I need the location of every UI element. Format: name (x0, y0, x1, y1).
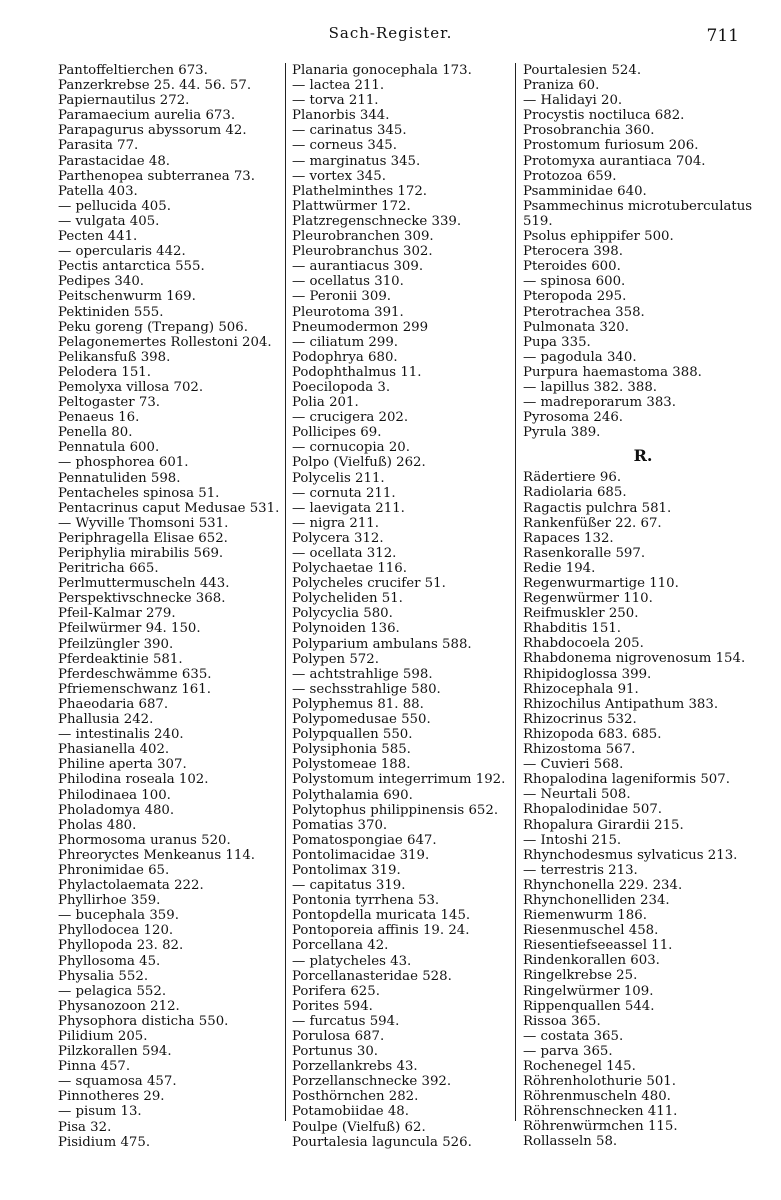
index-entry: Pennatuliden 598. (58, 470, 181, 486)
page-number: 711 (706, 26, 739, 46)
index-entry: Pollicipes 69. (292, 425, 382, 441)
index-entry: Rindenkorallen 603. (523, 953, 660, 969)
index-entry: Patella 403. (58, 183, 138, 199)
page-header (0, 22, 781, 52)
index-column-2 (292, 63, 514, 1150)
index-entry: Phyllosoma 45. (58, 953, 161, 969)
index-entry: Pelagonemertes Rollestoni 204. (58, 334, 272, 350)
index-entry: — laevigata 211. (292, 500, 405, 516)
index-entry: Porifera 625. (292, 983, 380, 999)
index-entry: Regenwürmer 110. (523, 591, 653, 607)
index-entry: Rhynchonelliden 234. (523, 892, 670, 908)
index-entry: Paramaecium aurelia 673. (58, 108, 236, 124)
index-entry: Rhabditis 151. (523, 621, 622, 637)
index-entry: Pontopdella muricata 145. (292, 908, 471, 924)
index-entry: Poecilopoda 3. (292, 379, 391, 395)
index-entry: — opercularis 442. (58, 244, 186, 260)
index-entry: Rhizopoda 683. 685. (523, 726, 662, 742)
index-entry: Parapagurus abyssorum 42. (58, 123, 247, 139)
index-entry: Rhizocephala 91. (523, 681, 639, 697)
index-entry: Periphragella Elisae 652. (58, 530, 228, 546)
index-column-3 (523, 63, 763, 1150)
index-entry: Psamminidae 640. (523, 183, 647, 199)
index-entry: Polyparium ambulans 588. (292, 636, 472, 652)
index-entry: Rhopalodina lageniformis 507. (523, 772, 730, 788)
index-entry: — nigra 211. (292, 515, 379, 531)
index-entry: Pfeilwürmer 94. 150. (58, 621, 201, 637)
index-entry: Plattwürmer 172. (292, 198, 411, 214)
index-entry: Phyllopoda 23. 82. (58, 938, 184, 954)
index-entry: Rhopalodinidae 507. (523, 802, 663, 818)
index-entry: Pinna 457. (58, 1059, 131, 1075)
index-entry: Regenwurmartige 110. (523, 576, 679, 591)
index-entry: Rhizochilus Antipathum 383. (523, 696, 719, 712)
index-entry: Phormosoma uranus 520. (58, 832, 231, 848)
index-entry: Rissoa 365. (523, 1013, 601, 1029)
running-title: Sach-Register. (328, 24, 453, 42)
index-entry: Porzellankrebs 43. (292, 1059, 418, 1075)
index-entry: Posthörnchen 282. (292, 1089, 419, 1105)
index-entry: Rhynchodesmus sylvaticus 213. (523, 847, 738, 863)
index-entry: Pleurobranchen 309. (292, 229, 434, 245)
index-entry: Planaria gonocephala 173. (292, 63, 472, 78)
index-entry: Pfeilzüngler 390. (58, 636, 174, 652)
index-entry: Phronimidae 65. (58, 862, 170, 878)
index-entry: — pagodula 340. (523, 349, 637, 365)
index-entry: Pisa 32. (58, 1119, 112, 1135)
index-entry: Pneumodermon 299 (292, 319, 429, 335)
index-entry: Polyphemus 81. 88. (292, 696, 424, 712)
index-entry: — ocellatus 310. (292, 274, 404, 290)
index-entry: Podophthalmus 11. (292, 364, 422, 380)
index-entry: Rädertiere 96. (523, 470, 622, 486)
index-entry: Rankenfüßer 22. 67. (523, 515, 662, 531)
index-entry: Philine aperta 307. (58, 757, 187, 773)
index-entry: Polypquallen 550. (292, 727, 413, 743)
index-entry: Pektiniden 555. (58, 304, 164, 320)
index-entry: Polypen 572. (292, 651, 379, 667)
index-entry: Penaeus 16. (58, 410, 140, 426)
index-entry: Rapaces 132. (523, 530, 614, 546)
index-entry: Podophrya 680. (292, 349, 398, 365)
index-entry: Polycheles crucifer 51. (292, 576, 446, 592)
index-entry: — furcatus 594. (292, 1013, 400, 1029)
index-entry: Pilzkorallen 594. (58, 1044, 172, 1060)
index-entry: — aurantiacus 309. (292, 259, 424, 275)
index-entry: Pferdeaktinie 581. (58, 651, 183, 667)
index-entry: Pelodera 151. (58, 364, 151, 380)
index-entry: — sechsstrahlige 580. (292, 681, 441, 697)
index-entry: — cornucopia 20. (292, 440, 410, 456)
index-entry: Parasita 77. (58, 138, 139, 154)
index-entry: — crucigera 202. (292, 410, 409, 426)
index-entry: Polycyclia 580. (292, 606, 393, 622)
index-entry: — Intoshi 215. (523, 832, 622, 848)
index-entry: Rasenkoralle 597. (523, 545, 646, 561)
index-entry: Perlmuttermuscheln 443. (58, 576, 230, 592)
index-entry: Pectis antarctica 555. (58, 259, 205, 275)
index-entry: Riesentiefseeassel 11. (523, 938, 673, 954)
index-entry: Physalia 552. (58, 968, 149, 984)
index-entry: — parva 365. (523, 1043, 613, 1059)
index-entry: Poulpe (Vielfuß) 62. (292, 1119, 426, 1135)
index-entry: Protomyxa aurantiaca 704. (523, 153, 706, 169)
index-entry: Protozoa 659. (523, 168, 617, 184)
index-entry: Periphylia mirabilis 569. (58, 546, 224, 561)
index-entry: Portunus 30. (292, 1044, 379, 1060)
index-entry: Penella 80. (58, 425, 133, 441)
index-entry: Physanozoon 212. (58, 998, 180, 1014)
index-entry: Parthenopea subterranea 73. (58, 168, 255, 184)
index-column-1 (58, 63, 280, 1150)
index-entry: — squamosa 457. (58, 1074, 177, 1090)
index-entry: Rippenquallen 544. (523, 998, 655, 1014)
index-entry: Polythalamia 690. (292, 787, 413, 803)
column-divider (515, 63, 516, 1121)
index-entry: — marginatus 345. (292, 153, 421, 169)
index-entry: — Halidayi 20. (523, 93, 623, 109)
index-entry: Procystis noctiluca 682. (523, 108, 685, 124)
index-entry: Psolus ephippifer 500. (523, 229, 674, 245)
index-entry: Polypomedusae 550. (292, 712, 431, 728)
index-entry: Rhabdonema nigrovenosum 154. (523, 651, 746, 667)
index-entry: Parastacidae 48. (58, 153, 171, 169)
index-entry: Phaeodaria 687. (58, 696, 169, 712)
index-entry: Peltogaster 73. (58, 395, 161, 411)
index-entry: Physophora disticha 550. (58, 1013, 229, 1029)
index-entry: Phallusia 242. (58, 712, 154, 728)
index-entry: — platycheles 43. (292, 953, 412, 969)
index-entry: Polychaetae 116. (292, 561, 407, 577)
index-entry: Rollasseln 58. (523, 1134, 618, 1150)
index-entry: Polycera 312. (292, 530, 384, 546)
column-divider (285, 63, 286, 1121)
index-entry: Riesenmuschel 458. (523, 923, 659, 939)
index-entry: — lactea 211. (292, 78, 385, 94)
index-entry: Rhipidoglossa 399. (523, 666, 652, 682)
index-entry: Pennatula 600. (58, 440, 160, 456)
index-entry: — carinatus 345. (292, 123, 407, 139)
index-entry: Polystomum integerrimum 192. (292, 772, 506, 788)
index-entry: — spinosa 600. (523, 274, 626, 290)
index-entry: Pterocera 398. (523, 244, 623, 260)
index-entry: Pomatospongiae 647. (292, 832, 437, 848)
index-entry: Rhizostoma 567. (523, 742, 636, 758)
index-entry: — achtstrahlige 598. (292, 666, 433, 682)
index-entry: — corneus 345. (292, 138, 397, 154)
index-entry: Riemenwurm 186. (523, 908, 647, 924)
index-entry: Polystomeae 188. (292, 757, 411, 773)
index-entry: Pisidium 475. (58, 1134, 151, 1150)
index-entry: Pholadomya 480. (58, 802, 175, 818)
index-entry: Porcellanasteridae 528. (292, 968, 452, 984)
index-entry: Rhizocrinus 532. (523, 711, 637, 727)
index-entry: — vulgata 405. (58, 213, 160, 229)
index-entry: Prosobranchia 360. (523, 123, 655, 139)
index-entry: — pelagica 552. (58, 983, 167, 999)
index-entry: Röhrenmuscheln 480. (523, 1089, 671, 1105)
section-letter: R. (633, 446, 653, 466)
index-entry: Pleurotoma 391. (292, 304, 404, 320)
index-entry: Pilidium 205. (58, 1029, 148, 1044)
index-entry: Philodina roseala 102. (58, 772, 209, 788)
index-entry: Polynoiden 136. (292, 621, 400, 637)
index-entry: Pontolimacidae 319. (292, 847, 430, 863)
index-entry: — terrestris 213. (523, 862, 638, 878)
index-entry: Phreoryctes Menkeanus 114. (58, 847, 256, 863)
index-entry: Ringelwürmer 109. (523, 983, 654, 999)
index-entry: — lapillus 382. 388. (523, 379, 658, 395)
index-entry: — madreporarum 383. (523, 395, 676, 411)
index-entry: — bucephala 359. (58, 908, 179, 924)
index-entry: Pupa 335. (523, 334, 591, 350)
index-entry: Peritricha 665. (58, 561, 159, 577)
index-entry: Pourtalesia laguncula 526. (292, 1134, 472, 1150)
index-entry: Rochenegel 145. (523, 1059, 636, 1074)
index-entry: Peku goreng (Trepang) 506. (58, 319, 248, 335)
index-entry: Pecten 441. (58, 229, 138, 245)
index-entry: Philodinaea 100. (58, 787, 171, 803)
index-entry: Polytophus philippinensis 652. (292, 802, 499, 818)
index-entry: — cornuta 211. (292, 485, 396, 501)
index-entry: Pedipes 340. (58, 274, 145, 290)
index-entry: Pteropoda 295. (523, 289, 627, 305)
index-entry: Prostomum furiosum 206. (523, 138, 699, 154)
index-entry: Pfeil-Kalmar 279. (58, 606, 176, 622)
index-entry: — pisum 13. (58, 1104, 142, 1120)
index-entry: Pfriemenschwanz 161. (58, 681, 211, 697)
index-entry: — capitatus 319. (292, 878, 406, 894)
index-entry: Panzerkrebse 25. 44. 56. 57. (58, 78, 252, 94)
index-entry: Polycelis 211. (292, 470, 385, 486)
index-entry: Plathelminthes 172. (292, 183, 428, 199)
index-entry: Pyrula 389. (523, 425, 601, 441)
index-entry: — Neurtali 508. (523, 787, 631, 803)
index-entry: Reifmuskler 250. (523, 606, 639, 622)
index-entry: Porulosa 687. (292, 1029, 385, 1044)
index-entry: — Peronii 309. (292, 289, 392, 305)
index-entry: — vortex 345. (292, 168, 386, 184)
index-entry: — pellucida 405. (58, 198, 171, 214)
index-entry: Pourtalesien 524. (523, 63, 642, 78)
index-entry: Porcellana 42. (292, 938, 389, 954)
index-entry: Polpo (Vielfuß) 262. (292, 455, 426, 471)
index-entry: — phosphorea 601. (58, 455, 189, 471)
index-entry: — ciliatum 299. (292, 334, 399, 350)
index-entry: Pontolimax 319. (292, 862, 401, 878)
index-entry: Röhrenholothurie 501. (523, 1074, 676, 1090)
index-entry: Pleurobranchus 302. (292, 244, 433, 260)
index-entry: Pontonia tyrrhena 53. (292, 893, 440, 909)
index-entry: Papiernautilus 272. (58, 93, 190, 109)
index-entry: Peitschenwurm 169. (58, 289, 196, 305)
index-entry: Pentacheles spinosa 51. (58, 485, 220, 501)
index-entry: Redie 194. (523, 560, 596, 576)
index-entry: Radiolaria 685. (523, 485, 627, 501)
index-entry: Polia 201. (292, 395, 359, 411)
index-entry: Rhabdocoela 205. (523, 636, 644, 652)
index-entry: Röhrenschnecken 411. (523, 1104, 678, 1120)
index-entry: Röhrenwürmchen 115. (523, 1119, 678, 1135)
index-entry: Phyllirhoe 359. (58, 893, 161, 909)
index-entry: Potamobiidae 48. (292, 1104, 409, 1120)
index-entry: Pantoffeltierchen 673. (58, 63, 208, 78)
index-entry: — Wyville Thomsoni 531. (58, 515, 229, 531)
index-entry: — costata 365. (523, 1028, 624, 1044)
index-entry: Rhynchonella 229. 234. (523, 877, 683, 893)
index-entry: Pomatias 370. (292, 817, 388, 833)
index-entry: Phasianella 402. (58, 742, 170, 758)
index-entry: Pteroides 600. (523, 259, 621, 275)
index-entry: Ragactis pulchra 581. (523, 500, 672, 516)
index-entry: Porites 594. (292, 998, 373, 1014)
index-entry: — intestinalis 240. (58, 727, 184, 743)
index-entry: Psammechinus microtuberculatus 519. (523, 198, 753, 229)
index-entry: Pontoporeia affinis 19. 24. (292, 923, 470, 939)
index-entry: Platzregenschnecke 339. (292, 213, 462, 229)
index-entry: Rhopalura Girardii 215. (523, 817, 684, 833)
index-entry: Praniza 60. (523, 78, 600, 94)
index-entry: Polycheliden 51. (292, 591, 403, 607)
index-entry: Phylactolaemata 222. (58, 878, 204, 894)
index-entry: — Cuvieri 568. (523, 757, 624, 773)
index-entry: Pinnotheres 29. (58, 1089, 165, 1105)
index-entry: Perspektivschnecke 368. (58, 591, 226, 607)
index-entry: Polysiphonia 585. (292, 742, 411, 758)
index-entry: — torva 211. (292, 93, 379, 109)
index-entry: — ocellata 312. (292, 546, 397, 561)
index-entry: Pulmonata 320. (523, 319, 629, 335)
index-entry: Phyllodocea 120. (58, 923, 174, 939)
index-entry: Planorbis 344. (292, 108, 390, 124)
index-entry: Pentacrinus caput Medusae 531. (58, 500, 280, 516)
index-entry: Pemolyxa villosa 702. (58, 379, 204, 395)
index-entry: Pterotrachea 358. (523, 304, 645, 320)
index-entry: Pholas 480. (58, 817, 137, 833)
index-entry: Pferdeschwämme 635. (58, 666, 212, 682)
index-entry: Porzellanschnecke 392. (292, 1074, 452, 1090)
index-entry: Pyrosoma 246. (523, 410, 624, 426)
index-entry: Purpura haemastoma 388. (523, 364, 702, 380)
index-entry: Ringelkrebse 25. (523, 968, 638, 984)
index-entry: Pelikansfuß 398. (58, 349, 171, 365)
